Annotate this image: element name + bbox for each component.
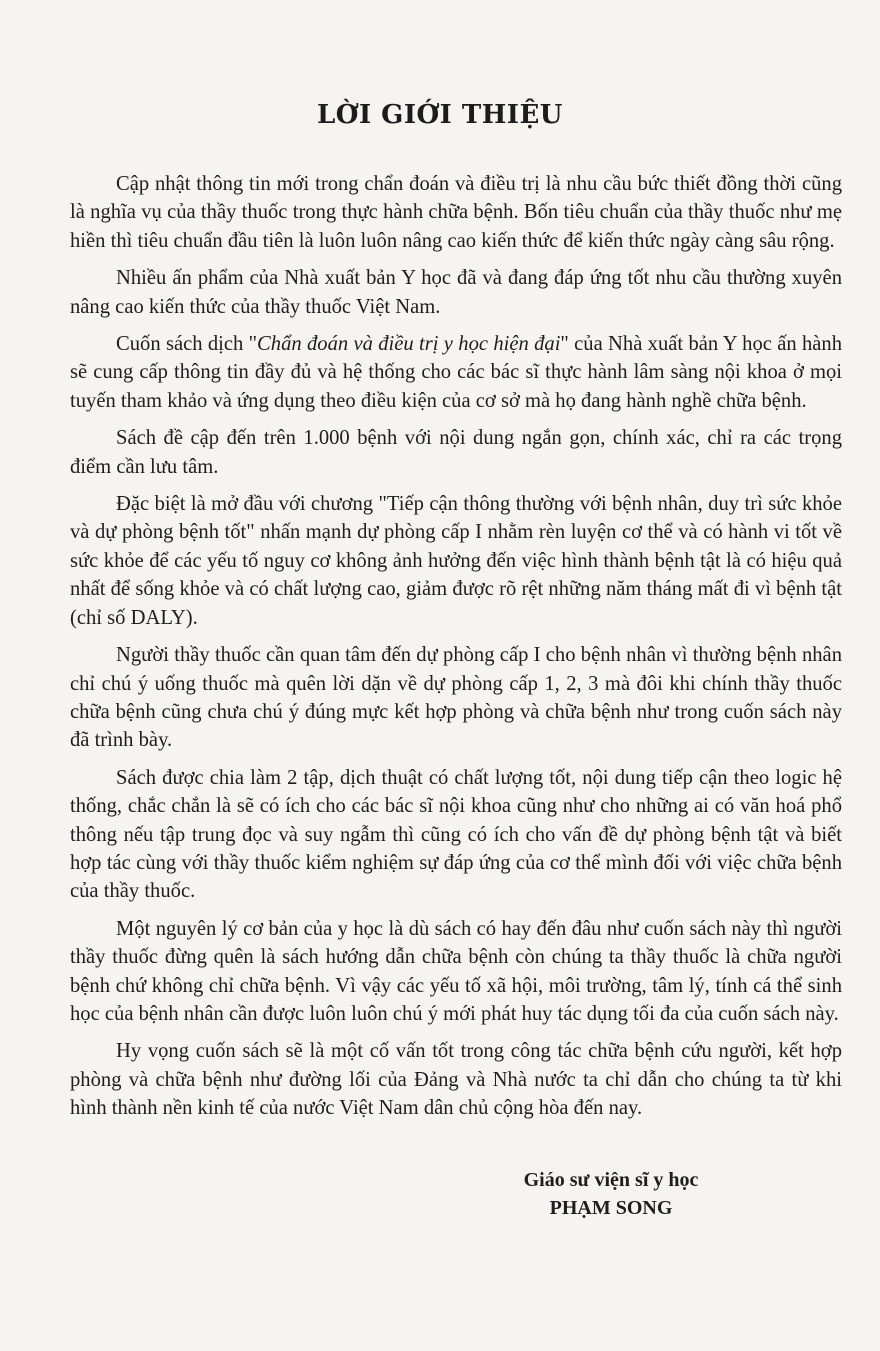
signature-block <box>476 1166 746 1222</box>
body-text <box>70 170 842 1123</box>
paragraph-2: Nhiều ấn phẩm của Nhà xuất bản Y học đã và đang đáp ứng tốt nhu cầu thường xuyên nâng cao kiến thức của thầy thuốc Việt Nam. <box>70 267 842 318</box>
signature-role: Giáo sư viện sĩ y học <box>523 1169 699 1191</box>
paragraph-3 <box>70 330 842 415</box>
paragraph-7: Sách được chia làm 2 tập, dịch thuật có chất lượng tốt, nội dung tiếp cận theo logic hệ thống, chắc chắn là sẽ có ích cho các bác sĩ nội khoa cũng như cho những ai có văn hoá phổ thông nếu tập trung đọc và suy ngẫm thì cũng có ích cho vấn đề dự phòng bệnh tật và biết hợp tác cùng với thầy thuốc kiểm nghiệm sự đáp ứng của cơ thể mình đối với việc chữa bệnh của thầy thuốc. <box>70 766 842 903</box>
paragraph-4: Sách đề cập đến trên 1.000 bệnh với nội dung ngắn gọn, chính xác, chỉ ra các trọng điểm cần lưu tâm. <box>70 427 842 478</box>
paragraph-3-lead: Cuốn sách dịch " <box>116 333 258 356</box>
paragraph-3-rest: " của Nhà xuất bản Y học ấn hành sẽ cung cấp thông tin đầy đủ và hệ thống cho các bác sĩ thực hành lâm sàng nội khoa ở mọi tuyến tham khảo và ứng dụng theo điều kiện của cơ sở mà họ đang hành nghề chữa bệnh. <box>70 333 843 412</box>
paragraph-5: Đặc biệt là mở đầu với chương "Tiếp cận thông thường với bệnh nhân, duy trì sức khỏe và dự phòng bệnh tốt" nhấn mạnh dự phòng cấp I nhằm rèn luyện cơ thể và có hành vi tốt về sức khỏe để các yếu tố nguy cơ không ảnh hưởng đến việc hình thành bệnh tật là có hiệu quả nhất để sống khỏe và có chất lượng cao, giảm được rõ rệt những năm tháng mất đi vì bệnh tật (chỉ số DALY). <box>70 493 842 629</box>
paragraph-9: Hy vọng cuốn sách sẽ là một cố vấn tốt trong công tác chữa bệnh cứu người, kết hợp phòng và chữa bệnh như đường lối của Đảng và Nhà nước ta chỉ dẫn cho chúng ta từ khi hình thành nền kinh tế của nước Việt Nam dân chủ cộng hòa đến nay. <box>70 1040 842 1120</box>
page-title: LỜI GIỚI THIỆU <box>317 100 563 130</box>
paragraph-1: Cập nhật thông tin mới trong chẩn đoán và điều trị là nhu cầu bức thiết đồng thời cũng là nghĩa vụ của thầy thuốc trong thực hành chữa bệnh. Bốn tiêu chuẩn của thầy thuốc như mẹ hiền thì tiêu chuẩn đầu tiên là luôn luôn nâng cao kiến thức để kiến thức ngày càng sâu rộng. <box>70 173 842 252</box>
signature-name: PHẠM SONG <box>549 1197 673 1219</box>
book-title-italic: Chẩn đoán và điều trị y học hiện đại <box>257 333 561 356</box>
paragraph-6: Người thầy thuốc cần quan tâm đến dự phòng cấp I cho bệnh nhân vì thường bệnh nhân chỉ chú ý uống thuốc mà quên lời dặn về dự phòng cấp 1, 2, 3 mà đôi khi chính thầy thuốc chữa bệnh cũng chưa chú ý đúng mực kết hợp phòng và chữa bệnh như trong cuốn sách này đã trình bày. <box>70 644 842 752</box>
paragraph-8: Một nguyên lý cơ bản của y học là dù sách có hay đến đâu như cuốn sách này thì người thầy thuốc đừng quên là sách hướng dẫn chữa bệnh còn chúng ta thầy thuốc là chữa người bệnh chứ không chỉ chữa bệnh. Vì vậy các yếu tố xã hội, môi trường, tâm lý, tính cá thể sinh học của bệnh nhân cần được luôn luôn chú ý mới phát huy tác dụng tối đa của cuốn sách này. <box>70 917 842 1025</box>
